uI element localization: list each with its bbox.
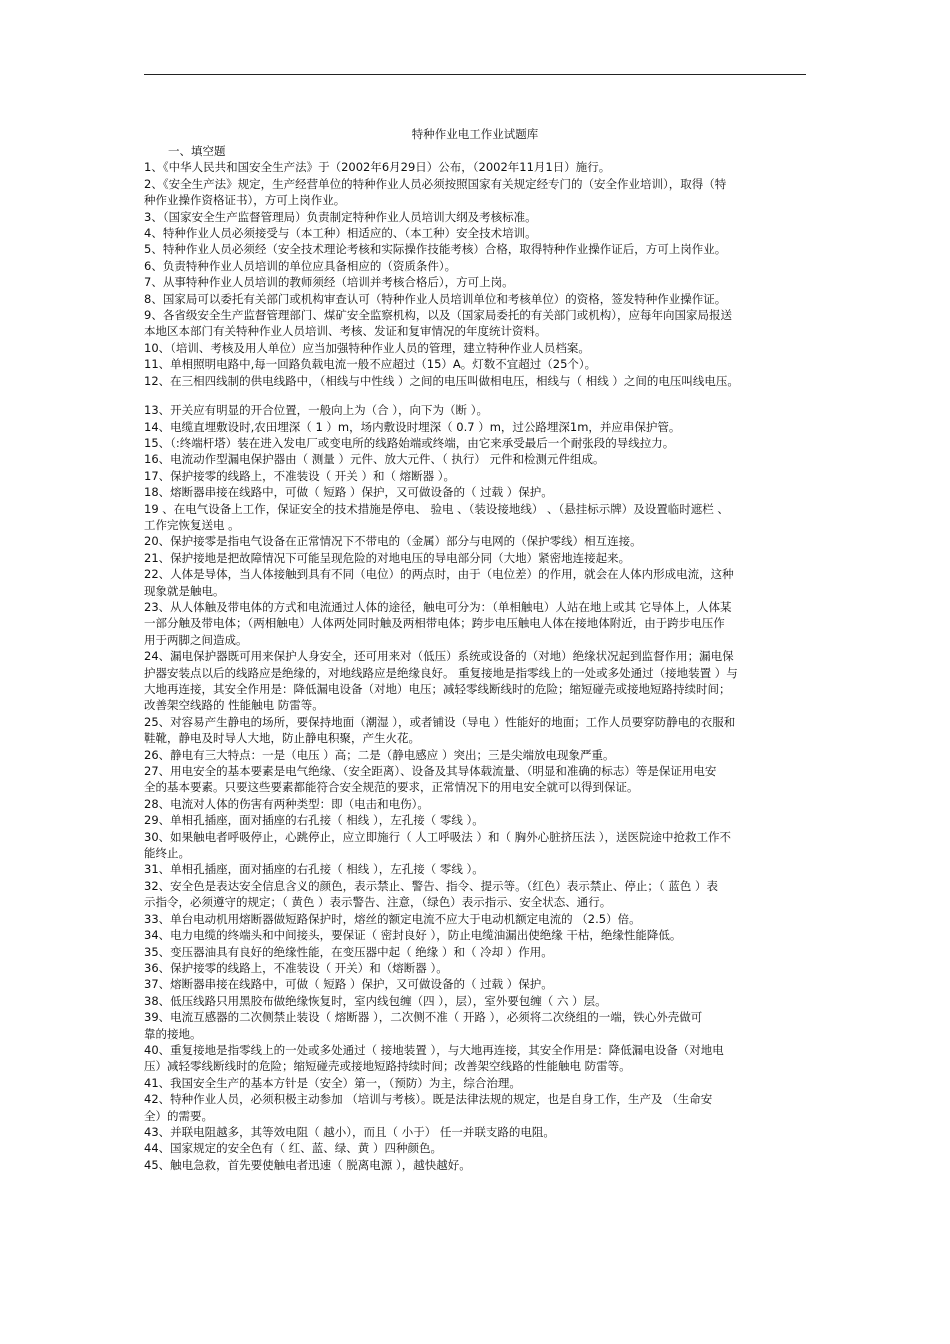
question-line: 43、并联电阻越多，其等效电阻（ 越小），而且（ 小于） 任一并联支路的电阻。 bbox=[144, 1124, 555, 1139]
question-line: 28、电流对人体的伤害有两种类型：即（电击和电伤）。 bbox=[144, 796, 429, 811]
question-line: 44、国家规定的安全色有（ 红、蓝、绿、黄 ）四种颜色。 bbox=[144, 1141, 442, 1156]
question-line: 压）减轻零线断线时的危险；缩短碰壳或接地短路持续时间；改善架空线路的性能触电 防雷等。 bbox=[144, 1059, 631, 1074]
question-line: 18、熔断器串接在线路中，可做（ 短路 ）保护，又可做设备的（ 过载 ）保护。 bbox=[144, 485, 553, 500]
question-line: 30、如果触电者呼吸停止，心跳停止，应立即施行（ 人工呼吸法 ）和（ 胸外心脏挤压法 ），送医院途中抢救工作不 bbox=[144, 829, 731, 844]
question-line: 35、变压器油具有良好的绝缘性能，在变压器中起（ 绝缘 ）和（ 冷却 ）作用。 bbox=[144, 944, 553, 959]
question-line: 种作业操作资格证书），方可上岗作业。 bbox=[144, 193, 346, 208]
question-line: 25、对容易产生静电的场所，要保持地面（潮湿 ），或者铺设（导电 ）性能好的地面；工作人员要穿防静电的衣服和 bbox=[144, 714, 736, 729]
question-line: 全的基本要素。只要这些要素都能符合安全规范的要求，正常情况下的用电安全就可以得到保证。 bbox=[144, 780, 639, 795]
question-line: 11、单相照明电路中,每一回路负载电流一般不应超过（15）A。灯数不宜超过（25个）。 bbox=[144, 357, 597, 372]
question-line: 护器安装点以后的线路应是绝缘的，对地线路应是绝缘良好。 重复接地是指零线上的一处或多处通过（接地装置 ）与 bbox=[144, 665, 738, 680]
question-line: 20、保护接零是指电气设备在正常情况下不带电的（金属）部分与电网的（保护零线）相互连接。 bbox=[144, 534, 642, 549]
question-line: 鞋靴，静电及时导人大地，防止静电积聚，产生火花。 bbox=[144, 731, 420, 746]
question-line: 全）的需要。 bbox=[144, 1108, 213, 1123]
question-line: 5、特种作业人员必须经（安全技术理论考核和实际操作技能考核）合格，取得特种作业操作证后，方可上岗作业。 bbox=[144, 242, 727, 257]
question-list bbox=[144, 159, 816, 1173]
question-line: 39、电流互感器的二次侧禁止装设（ 熔断器 ），二次侧不准（ 开路 ），必须将二次绕组的一端，铁心外壳做可 bbox=[144, 1010, 703, 1025]
question-line: 工作完恢复送电 。 bbox=[144, 517, 240, 532]
question-line: 21、保护接地是把故障情况下可能呈现危险的对地电压的导电部分同（大地）紧密地连接起来。 bbox=[144, 550, 631, 565]
question-line: 改善架空线路的 性能触电 防雷等。 bbox=[144, 698, 324, 713]
question-line: 能终止。 bbox=[144, 846, 190, 861]
question-line: 37、熔断器串接在线路中，可做（ 短路 ）保护，又可做设备的（ 过载 ）保护。 bbox=[144, 977, 553, 992]
question-line: 1、《中华人民共和国安全生产法》于（2002年6月29日）公布，（2002年11月1日）施行。 bbox=[144, 160, 611, 175]
question-line: 17、保护接零的线路上，不准装设（ 开关 ）和（ 熔断器 ）。 bbox=[144, 468, 456, 483]
question-line: 13、开关应有明显的开合位置，一般向上为（合 ），向下为（断 ）。 bbox=[144, 403, 488, 418]
blank-line bbox=[144, 389, 816, 402]
question-line: 26、静电有三大特点：一是（电压 ）高；二是（静电感应 ）突出；三是尖端放电现象严重。 bbox=[144, 747, 615, 762]
question-line: 33、单台电动机用熔断器做短路保护时，熔丝的额定电流不应大于电动机额定电流的 （2.5）倍。 bbox=[144, 911, 641, 926]
question-line: 16、电流动作型漏电保护器由（ 测量 ）元件、放大元件、（ 执行） 元件和检测元件组成。 bbox=[144, 452, 605, 467]
question-line: 34、电力电缆的终端头和中间接头，要保证（ 密封良好 ），防止电缆油漏出使绝缘 干枯，绝缘性能降低。 bbox=[144, 928, 682, 943]
question-line: 10、（培训、考核及用人单位）应当加强特种作业人员的管理，建立特种作业人员档案。 bbox=[144, 340, 590, 355]
question-line: 3、（国家安全生产监督管理局）负责制定特种作业人员培训大纲及考核标准。 bbox=[144, 209, 537, 224]
question-line: 22、人体是导体，当人体接触到具有不同（电位）的两点时，由于（电位差）的作用，就会在人体内形成电流，这种 bbox=[144, 567, 734, 582]
question-line: 4、特种作业人员必须接受与（本工种）相适应的、（本工种）安全技术培训。 bbox=[144, 226, 537, 241]
question-line: 38、低压线路只用黑胶布做绝缘恢复时，室内线包缠（四 ），层），室外要包缠（ 六 ）层。 bbox=[144, 993, 607, 1008]
question-line: 29、单相孔插座，面对插座的右孔接（ 相线 ），左孔接（ 零线 ）。 bbox=[144, 813, 484, 828]
document-title: 特种作业电工作业试题库 bbox=[411, 127, 539, 141]
question-line: 32、安全色是表达安全信息含义的颜色，表示禁止、警告、指令、提示等。（红色）表示禁止、停止；（ 蓝色 ）表 bbox=[144, 878, 718, 893]
question-line: 36、保护接零的线路上，不准装设（ 开关）和（熔断器 ）。 bbox=[144, 960, 448, 975]
header-rule bbox=[144, 74, 806, 75]
question-line: 42、特种作业人员，必须积极主动参加 （培训与考核）。既是法律法规的规定，也是自身工作，生产及 （生命安 bbox=[144, 1092, 713, 1107]
section-heading: 一、填空题 bbox=[168, 144, 226, 158]
question-line: 45、触电急救，首先要使触电者迅速（ 脱离电源 ），越快越好。 bbox=[144, 1157, 471, 1172]
question-line: 现象就是触电。 bbox=[144, 583, 225, 598]
question-line: 15、（:终端杆塔）装在进入发电厂或变电所的线路始端或终端，由它来承受最后一个耐张段的导线拉力。 bbox=[144, 435, 675, 450]
question-line: 大地再连接，其安全作用是：降低漏电设备（对地）电压；减轻零线断线时的危险；缩短碰壳或接地短路持续时间； bbox=[144, 682, 731, 696]
question-line: 24、漏电保护器既可用来保护人身安全，还可用来对（低压）系统或设备的（对地）绝缘状况起到监督作用；漏电保 bbox=[144, 649, 734, 664]
question-line: 41、我国安全生产的基本方针是（安全）第一，（预防）为主，综合治理。 bbox=[144, 1075, 521, 1090]
question-line: 示指令，必须遵守的规定；（ 黄色 ）表示警告、注意，（绿色）表示指示、安全状态、通行。 bbox=[144, 895, 612, 910]
question-line: 31、单相孔插座，面对插座的右孔接（ 相线 ），左孔接（ 零线 ）。 bbox=[144, 862, 484, 877]
document-body bbox=[144, 126, 816, 1173]
question-line: 7、从事特种作业人员培训的教师须经（培训并考核合格后），方可上岗。 bbox=[144, 275, 514, 290]
question-line: 27、用电安全的基本要素是电气绝缘、（安全距离）、设备及其导体载流量、（明显和准确的标志）等是保证用电安 bbox=[144, 764, 717, 779]
question-line: 40、重复接地是指零线上的一处或多处通过（ 接地装置 ），与大地再连接，其安全作用是：降低漏电设备（对地电 bbox=[144, 1042, 724, 1057]
question-line: 19 、在电气设备上工作，保证安全的技术措施是停电、 验电 、（装设接地线） 、（悬挂标示牌）及设置临时遮栏 、 bbox=[144, 501, 729, 516]
question-line: 8、国家局可以委托有关部门或机构审查认可（特种作业人员培训单位和考核单位）的资格，签发特种作业操作证。 bbox=[144, 291, 727, 306]
question-line: 9、各省级安全生产监督管理部门、煤矿安全监察机构，以及（国家局委托的有关部门或机构），应每年向国家局报送 bbox=[144, 308, 733, 323]
question-line: 6、负责特种作业人员培训的单位应具备相应的（资质条件）。 bbox=[144, 258, 457, 273]
question-line: 12、在三相四线制的供电线路中，（相线与中性线 ）之间的电压叫做相电压，相线与（ 相线 ）之间的电压叫线电压。 bbox=[144, 373, 739, 388]
question-line: 用于两脚之间造成。 bbox=[144, 632, 248, 647]
question-line: 本地区本部门有关特种作业人员培训、考核、发证和复审情况的年度统计资料。 bbox=[144, 324, 547, 339]
question-line: 一部分触及带电体；（两相触电）人体两处同时触及两相带电体；跨步电压触电人体在接地体附近，由于跨步电压作 bbox=[144, 616, 725, 631]
question-line: 2、《安全生产法》规定，生产经营单位的特种作业人员必须按照国家有关规定经专门的（安全作业培训），取得（特 bbox=[144, 176, 727, 191]
question-line: 14、电缆直埋敷设时,农田埋深（ 1 ）m，场内敷设时埋深（ 0.7 ）m，过公路埋深1m，并应串保护管。 bbox=[144, 419, 681, 434]
question-line: 靠的接地。 bbox=[144, 1026, 202, 1041]
question-line: 23、从人体触及带电体的方式和电流通过人体的途径，触电可分为：（单相触电）人站在地上或其 它导体上，人体某 bbox=[144, 599, 732, 614]
